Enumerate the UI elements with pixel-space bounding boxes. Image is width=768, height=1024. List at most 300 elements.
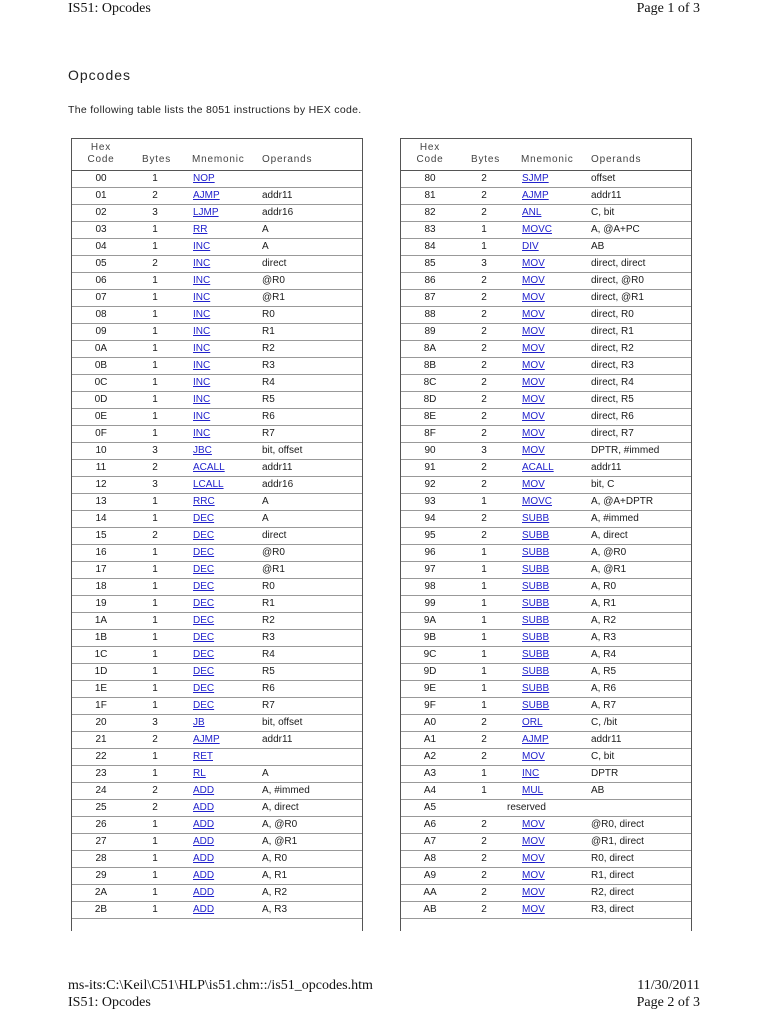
- hex-code-cell: 05: [95, 258, 107, 269]
- mnemonic-link[interactable]: DEC: [193, 615, 215, 626]
- mnemonic-link[interactable]: SUBB: [522, 649, 550, 660]
- footer-right: [637, 977, 700, 1011]
- operands-cell: A, direct: [591, 530, 628, 541]
- mnemonic-link[interactable]: DEC: [193, 581, 215, 592]
- operands-cell: addr11: [591, 734, 622, 745]
- hex-code-cell: 8B: [423, 360, 437, 371]
- table-row: [401, 256, 691, 273]
- mnemonic-link[interactable]: INC: [193, 394, 211, 405]
- hex-code-cell: 98: [424, 581, 436, 592]
- bytes-cell: 1: [481, 700, 487, 711]
- mnemonic-link[interactable]: SUBB: [522, 632, 550, 643]
- table-header: [72, 139, 362, 171]
- bytes-cell: 1: [152, 683, 158, 694]
- mnemonic-link[interactable]: SJMP: [522, 173, 549, 184]
- hex-code-cell: 02: [95, 207, 107, 218]
- table-row: [72, 579, 362, 596]
- bytes-cell: 2: [481, 462, 487, 473]
- table-row: [401, 562, 691, 579]
- column-header-hex-code: Hex Code: [416, 142, 444, 165]
- mnemonic-link[interactable]: INC: [193, 309, 211, 320]
- table-row: [401, 698, 691, 715]
- bytes-cell: 3: [152, 717, 158, 728]
- bytes-cell: 1: [481, 564, 487, 575]
- mnemonic-link[interactable]: INC: [193, 377, 211, 388]
- mnemonic-link[interactable]: MOV: [522, 309, 545, 320]
- table-row: [401, 732, 691, 749]
- bytes-cell: 2: [481, 870, 487, 881]
- mnemonic-link[interactable]: ADD: [193, 836, 215, 847]
- mnemonic-link[interactable]: SUBB: [522, 530, 550, 541]
- bytes-cell: 1: [481, 649, 487, 660]
- hex-code-cell: 1E: [94, 683, 108, 694]
- table-row: [72, 766, 362, 783]
- hex-code-cell: 24: [95, 785, 107, 796]
- mnemonic-link[interactable]: MOV: [522, 751, 545, 762]
- operands-cell: R3: [262, 360, 275, 371]
- hex-code-cell: AB: [423, 904, 437, 915]
- hex-code-cell: 22: [95, 751, 107, 762]
- mnemonic-link[interactable]: ADD: [193, 785, 215, 796]
- mnemonic-link[interactable]: DEC: [193, 683, 215, 694]
- bytes-cell: 1: [152, 768, 158, 779]
- table-row: [72, 698, 362, 715]
- bytes-cell: 2: [481, 360, 487, 371]
- hex-code-cell: 11: [95, 462, 107, 473]
- bytes-cell: 1: [152, 275, 158, 286]
- mnemonic-link[interactable]: MOV: [522, 479, 545, 490]
- operands-cell: R1: [262, 326, 275, 337]
- operands-cell: A, R3: [262, 904, 288, 915]
- mnemonic-link[interactable]: MOV: [522, 258, 545, 269]
- mnemonic-link[interactable]: ORL: [522, 717, 543, 728]
- operands-cell: bit, offset: [262, 445, 303, 456]
- hex-code-cell: 00: [95, 173, 107, 184]
- table-row: [72, 392, 362, 409]
- hex-code-cell: A4: [423, 785, 437, 796]
- hex-code-cell: 26: [95, 819, 107, 830]
- hex-code-cell: 8C: [423, 377, 437, 388]
- operands-cell: addr11: [591, 190, 622, 201]
- hex-code-cell: 13: [95, 496, 107, 507]
- mnemonic-link[interactable]: MOV: [522, 870, 545, 881]
- mnemonic-link[interactable]: SUBB: [522, 700, 550, 711]
- operands-cell: @R1, direct: [591, 836, 644, 847]
- mnemonic-link[interactable]: SUBB: [522, 547, 550, 558]
- operands-cell: A, @R1: [591, 564, 627, 575]
- hex-code-cell: 20: [95, 717, 107, 728]
- mnemonic-link[interactable]: DEC: [193, 530, 215, 541]
- mnemonic-link[interactable]: LCALL: [193, 479, 224, 490]
- hex-code-cell: 01: [95, 190, 107, 201]
- hex-code-cell: 09: [95, 326, 107, 337]
- bytes-cell: 1: [152, 360, 158, 371]
- hex-code-cell: 08: [95, 309, 107, 320]
- header-title: IS51: Opcodes: [68, 1, 151, 16]
- bytes-cell: 3: [152, 445, 158, 456]
- table-row: [72, 443, 362, 460]
- column-header-operands: Operands: [591, 154, 642, 165]
- table-row: [401, 868, 691, 885]
- operands-cell: A, R5: [591, 666, 617, 677]
- mnemonic-link[interactable]: AJMP: [193, 190, 220, 201]
- operands-cell: A, @R0: [591, 547, 627, 558]
- table-row: [72, 834, 362, 851]
- table-row: [401, 800, 691, 817]
- mnemonic-link[interactable]: DEC: [193, 598, 215, 609]
- hex-code-cell: 8F: [424, 428, 436, 439]
- hex-code-cell: 84: [424, 241, 436, 252]
- mnemonic-link[interactable]: RL: [193, 768, 206, 779]
- mnemonic-link[interactable]: SUBB: [522, 581, 550, 592]
- table-row: [72, 715, 362, 732]
- operands-cell: A, R2: [262, 887, 288, 898]
- hex-code-cell: 10: [95, 445, 107, 456]
- bytes-cell: 2: [481, 751, 487, 762]
- column-header-bytes: Bytes: [142, 154, 172, 165]
- mnemonic-link[interactable]: SUBB: [522, 564, 550, 575]
- operands-cell: C, /bit: [591, 717, 618, 728]
- operands-cell: A, R1: [262, 870, 288, 881]
- bytes-cell: 2: [481, 394, 487, 405]
- operands-cell: addr11: [262, 462, 293, 473]
- mnemonic-link[interactable]: INC: [193, 292, 211, 303]
- mnemonic-link[interactable]: INC: [193, 241, 211, 252]
- mnemonic-link[interactable]: ACALL: [193, 462, 225, 473]
- mnemonic-link[interactable]: MOV: [522, 819, 545, 830]
- hex-code-cell: 1C: [94, 649, 108, 660]
- table-row: [72, 341, 362, 358]
- table-row: [401, 596, 691, 613]
- operands-cell: C, bit: [591, 207, 615, 218]
- operands-cell: R7: [262, 700, 275, 711]
- table-header: [401, 139, 691, 171]
- hex-code-cell: 9E: [423, 683, 437, 694]
- mnemonic-link[interactable]: DEC: [193, 700, 215, 711]
- table-row: [401, 579, 691, 596]
- hex-code-cell: 03: [95, 224, 107, 235]
- mnemonic-link[interactable]: DEC: [193, 564, 215, 575]
- operands-cell: A: [262, 496, 269, 507]
- bytes-cell: 1: [152, 819, 158, 830]
- bytes-cell: 1: [481, 785, 487, 796]
- operands-cell: direct: [262, 530, 287, 541]
- operands-cell: direct, R0: [591, 309, 634, 320]
- hex-code-cell: 17: [95, 564, 107, 575]
- footer-url: ms-its:C:\Keil\C51\HLP\is51.chm::/is51_opcodes.htm: [68, 978, 373, 993]
- table-row: [72, 256, 362, 273]
- mnemonic-link[interactable]: RR: [193, 224, 208, 235]
- hex-code-cell: 9C: [423, 649, 437, 660]
- page-heading: Opcodes: [68, 67, 132, 83]
- mnemonic-link[interactable]: MOV: [522, 377, 545, 388]
- operands-cell: A, #immed: [591, 513, 639, 524]
- bytes-cell: 2: [481, 190, 487, 201]
- table-row: [72, 307, 362, 324]
- hex-code-cell: A5: [423, 802, 437, 813]
- hex-code-cell: 2A: [94, 887, 108, 898]
- hex-code-cell: 97: [424, 564, 436, 575]
- opcode-table-right: [400, 138, 692, 931]
- table-row: [72, 273, 362, 290]
- mnemonic-link[interactable]: JBC: [193, 445, 212, 456]
- hex-code-cell: 19: [95, 598, 107, 609]
- mnemonic-link[interactable]: DEC: [193, 649, 215, 660]
- table-row: [401, 443, 691, 460]
- table-row: [72, 885, 362, 902]
- mnemonic-link[interactable]: MOV: [522, 428, 545, 439]
- table-row: [72, 205, 362, 222]
- table-row: [401, 749, 691, 766]
- mnemonic-link[interactable]: ADD: [193, 904, 215, 915]
- bytes-cell: 2: [481, 717, 487, 728]
- mnemonic-link[interactable]: INC: [193, 411, 211, 422]
- operands-cell: addr16: [262, 207, 294, 218]
- operands-cell: R5: [262, 666, 275, 677]
- mnemonic-link[interactable]: MOV: [522, 836, 545, 847]
- mnemonic-link[interactable]: INC: [193, 428, 211, 439]
- bytes-cell: 2: [481, 530, 487, 541]
- hex-code-cell: 85: [424, 258, 436, 269]
- bytes-cell: 1: [152, 751, 158, 762]
- bytes-cell: 2: [481, 887, 487, 898]
- mnemonic-link[interactable]: RET: [193, 751, 213, 762]
- mnemonic-link[interactable]: ADD: [193, 819, 215, 830]
- bytes-cell: 1: [481, 598, 487, 609]
- table-row: [72, 596, 362, 613]
- table-row: [72, 868, 362, 885]
- mnemonic-link[interactable]: MOV: [522, 343, 545, 354]
- operands-cell: @R1: [262, 564, 285, 575]
- mnemonic-link[interactable]: SUBB: [522, 666, 550, 677]
- bytes-cell: 1: [481, 768, 487, 779]
- bytes-cell: 1: [152, 394, 158, 405]
- hex-code-cell: 93: [424, 496, 436, 507]
- mnemonic-link[interactable]: ACALL: [522, 462, 554, 473]
- operands-cell: R1: [262, 598, 275, 609]
- operands-cell: A: [262, 224, 269, 235]
- operands-cell: addr11: [262, 734, 293, 745]
- mnemonic-link[interactable]: MOV: [522, 326, 545, 337]
- operands-cell: direct, R5: [591, 394, 634, 405]
- bytes-cell: 1: [152, 326, 158, 337]
- table-row: [401, 528, 691, 545]
- operands-cell: A, #immed: [262, 785, 310, 796]
- footer-left: [68, 977, 373, 1011]
- hex-code-cell: 0D: [94, 394, 108, 405]
- mnemonic-link[interactable]: JB: [193, 717, 205, 728]
- mnemonic-link[interactable]: MUL: [522, 785, 544, 796]
- hex-code-cell: 28: [95, 853, 107, 864]
- mnemonic-link[interactable]: MOVC: [522, 224, 552, 235]
- operands-cell: AB: [591, 241, 605, 252]
- operands-cell: addr11: [262, 190, 293, 201]
- mnemonic-link[interactable]: SUBB: [522, 683, 550, 694]
- bytes-cell: 2: [481, 513, 487, 524]
- bytes-cell: 1: [152, 598, 158, 609]
- hex-code-cell: A8: [423, 853, 437, 864]
- table-row: [401, 222, 691, 239]
- table-row: [401, 171, 691, 188]
- hex-code-cell: 23: [95, 768, 107, 779]
- operands-cell: addr16: [262, 479, 294, 490]
- mnemonic-link[interactable]: MOVC: [522, 496, 552, 507]
- table-row: [401, 494, 691, 511]
- mnemonic-link[interactable]: ADD: [193, 802, 215, 813]
- hex-code-cell: 8E: [423, 411, 437, 422]
- mnemonic-link[interactable]: SUBB: [522, 598, 550, 609]
- table-row: [72, 494, 362, 511]
- hex-code-cell: 0A: [94, 343, 108, 354]
- operands-cell: direct, R1: [591, 326, 634, 337]
- bytes-cell: 1: [152, 513, 158, 524]
- mnemonic-link[interactable]: MOV: [522, 275, 545, 286]
- table-row: [401, 205, 691, 222]
- operands-cell: direct, direct: [591, 258, 646, 269]
- bytes-cell: 1: [152, 547, 158, 558]
- mnemonic-link[interactable]: DIV: [522, 241, 539, 252]
- column-header-hex-code: Hex Code: [87, 142, 115, 165]
- bytes-cell: 1: [152, 377, 158, 388]
- mnemonic-link[interactable]: MOV: [522, 904, 545, 915]
- mnemonic-link[interactable]: AJMP: [522, 190, 549, 201]
- operands-cell: R0, direct: [591, 853, 634, 864]
- table-row: [72, 681, 362, 698]
- hex-code-cell: 1D: [94, 666, 108, 677]
- mnemonic-link[interactable]: MOV: [522, 853, 545, 864]
- table-row-partial: [401, 919, 691, 931]
- bytes-cell: 1: [481, 241, 487, 252]
- table-row: [72, 171, 362, 188]
- bytes-cell: 1: [481, 615, 487, 626]
- operands-cell: R0: [262, 309, 275, 320]
- table-row: [401, 341, 691, 358]
- bytes-cell: 2: [152, 734, 158, 745]
- bytes-cell: 2: [481, 428, 487, 439]
- table-row: [72, 749, 362, 766]
- operands-cell: DPTR, #immed: [591, 445, 660, 456]
- table-row: [401, 664, 691, 681]
- hex-code-cell: 0E: [94, 411, 108, 422]
- mnemonic-link[interactable]: INC: [193, 275, 211, 286]
- mnemonic-link[interactable]: RRC: [193, 496, 215, 507]
- operands-cell: R6: [262, 411, 275, 422]
- mnemonic-link[interactable]: MOV: [522, 411, 545, 422]
- table-row: [401, 511, 691, 528]
- table-row: [401, 630, 691, 647]
- mnemonic-link[interactable]: INC: [193, 326, 211, 337]
- operands-cell: R6: [262, 683, 275, 694]
- bytes-cell: 1: [152, 224, 158, 235]
- mnemonic-link[interactable]: INC: [522, 768, 540, 779]
- hex-code-cell: 9B: [423, 632, 437, 643]
- table-row: [401, 239, 691, 256]
- hex-code-cell: 9F: [424, 700, 436, 711]
- hex-code-cell: 9D: [423, 666, 437, 677]
- table-row: [72, 477, 362, 494]
- table-row: [401, 783, 691, 800]
- mnemonic-link[interactable]: MOV: [522, 360, 545, 371]
- mnemonic-link[interactable]: MOV: [522, 292, 545, 303]
- mnemonic-link[interactable]: LJMP: [193, 207, 219, 218]
- bytes-cell: 1: [481, 683, 487, 694]
- mnemonic-link[interactable]: DEC: [193, 513, 215, 524]
- table-row: [72, 358, 362, 375]
- bytes-cell: 1: [152, 632, 158, 643]
- mnemonic-link[interactable]: ADD: [193, 870, 215, 881]
- hex-code-cell: 92: [424, 479, 436, 490]
- table-row: [401, 188, 691, 205]
- table-row: [401, 392, 691, 409]
- hex-code-cell: 96: [424, 547, 436, 558]
- mnemonic-link[interactable]: NOP: [193, 173, 215, 184]
- bytes-cell: 1: [152, 904, 158, 915]
- bytes-cell: 1: [152, 428, 158, 439]
- mnemonic-link[interactable]: SUBB: [522, 513, 550, 524]
- table-row: [72, 902, 362, 919]
- mnemonic-link[interactable]: INC: [193, 258, 211, 269]
- hex-code-cell: 95: [424, 530, 436, 541]
- mnemonic-link[interactable]: ADD: [193, 853, 215, 864]
- mnemonic-link[interactable]: MOV: [522, 394, 545, 405]
- bytes-cell: 1: [481, 581, 487, 592]
- table-row: [401, 902, 691, 919]
- bytes-cell: 1: [152, 853, 158, 864]
- column-header-mnemonic: Mnemonic: [521, 154, 574, 165]
- mnemonic-link[interactable]: ADD: [193, 887, 215, 898]
- mnemonic-link[interactable]: AJMP: [522, 734, 549, 745]
- bytes-cell: 2: [152, 190, 158, 201]
- mnemonic-link[interactable]: MOV: [522, 887, 545, 898]
- mnemonic-link[interactable]: DEC: [193, 547, 215, 558]
- bytes-cell: 2: [481, 411, 487, 422]
- mnemonic-link[interactable]: DEC: [193, 632, 215, 643]
- bytes-cell: 1: [481, 224, 487, 235]
- mnemonic-link[interactable]: INC: [193, 343, 211, 354]
- bytes-cell: 1: [152, 241, 158, 252]
- hex-code-cell: A2: [423, 751, 437, 762]
- operands-cell: A, @R0: [262, 819, 298, 830]
- mnemonic-link[interactable]: SUBB: [522, 615, 550, 626]
- operands-cell: direct, R4: [591, 377, 634, 388]
- mnemonic-link[interactable]: AJMP: [193, 734, 220, 745]
- hex-code-cell: 81: [424, 190, 436, 201]
- table-row: [72, 732, 362, 749]
- column-header-mnemonic: Mnemonic: [192, 154, 245, 165]
- operands-cell: @R0: [262, 547, 285, 558]
- hex-code-cell: 1B: [94, 632, 108, 643]
- table-row: [401, 375, 691, 392]
- bytes-cell: 2: [481, 275, 487, 286]
- operands-cell: direct, @R1: [591, 292, 644, 303]
- mnemonic-link[interactable]: INC: [193, 360, 211, 371]
- table-row: [401, 851, 691, 868]
- operands-cell: R2: [262, 343, 275, 354]
- operands-cell: R4: [262, 377, 275, 388]
- hex-code-cell: 12: [95, 479, 107, 490]
- mnemonic-link[interactable]: ANL: [522, 207, 542, 218]
- table-row: [401, 307, 691, 324]
- table-row: [72, 545, 362, 562]
- hex-code-cell: 80: [424, 173, 436, 184]
- mnemonic-link[interactable]: MOV: [522, 445, 545, 456]
- operands-cell: R1, direct: [591, 870, 634, 881]
- operands-cell: R5: [262, 394, 275, 405]
- operands-cell: direct: [262, 258, 287, 269]
- hex-code-cell: 0B: [94, 360, 108, 371]
- hex-code-cell: AA: [423, 887, 437, 898]
- mnemonic-link[interactable]: DEC: [193, 666, 215, 677]
